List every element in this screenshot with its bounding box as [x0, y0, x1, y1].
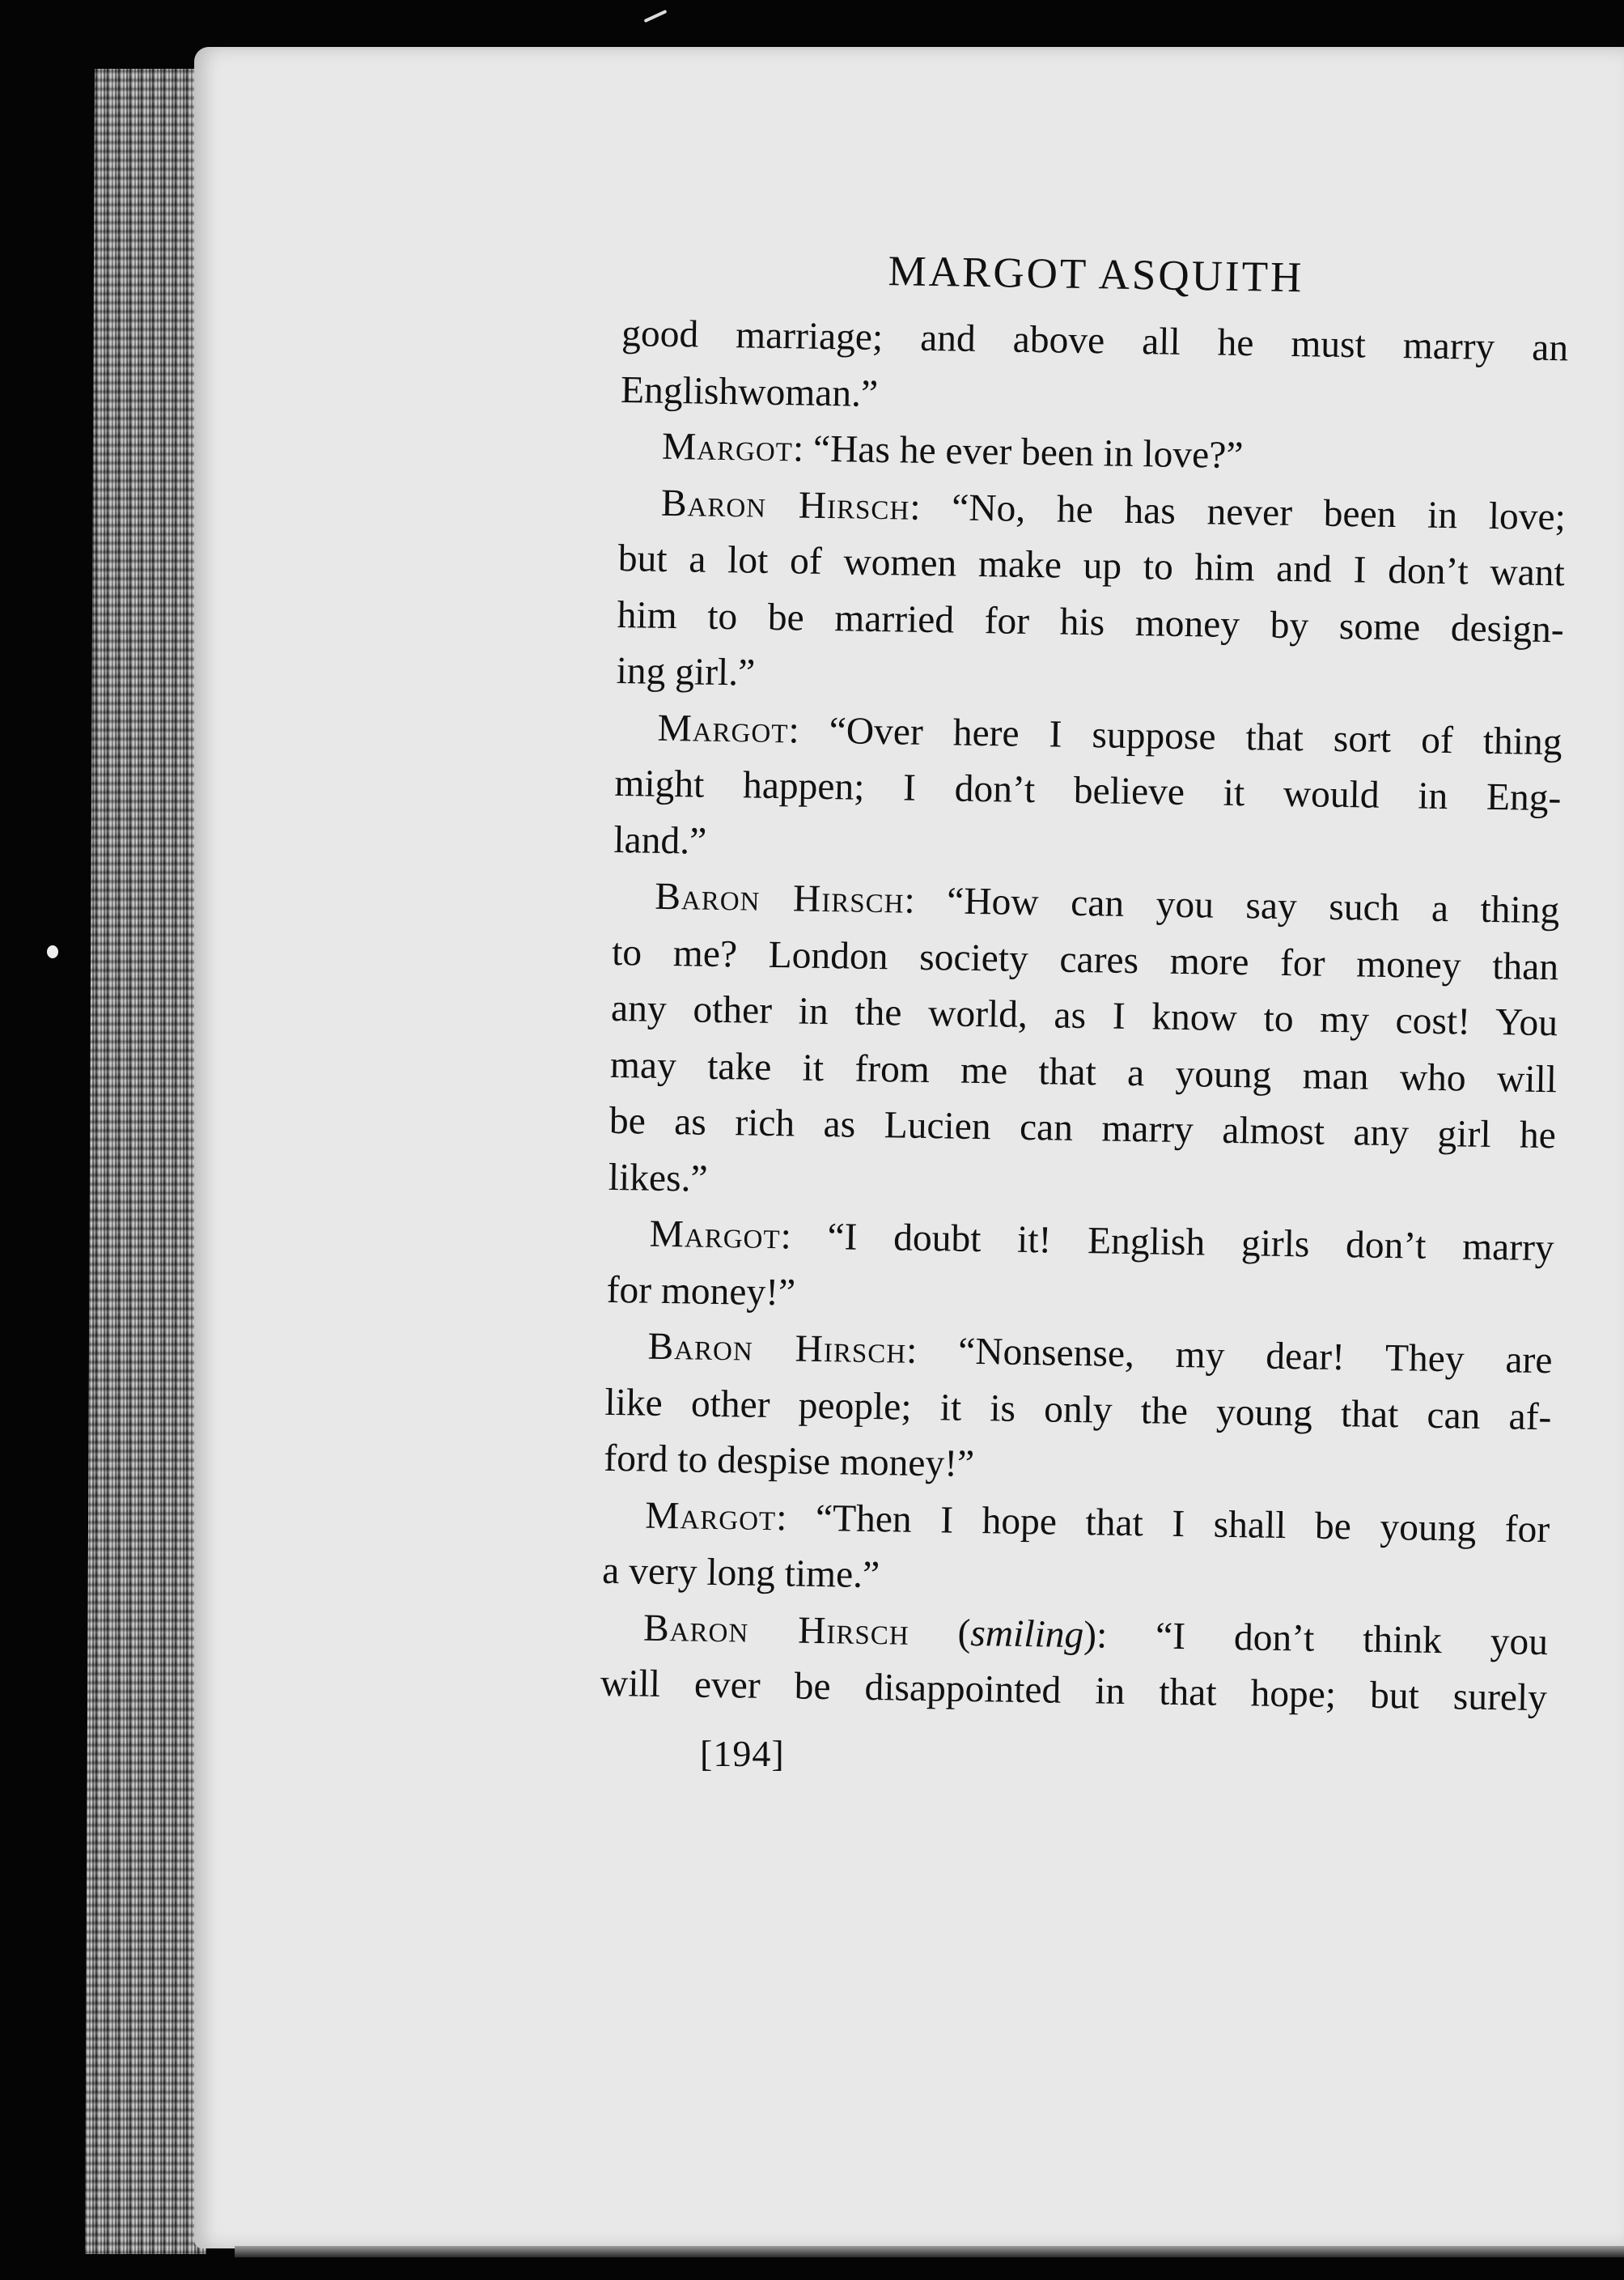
- line-text: : “Over here I suppose that sort of thing: [788, 708, 1563, 763]
- line-text: : “How can you say such a thing: [904, 879, 1560, 932]
- body-text: [600, 306, 1568, 1727]
- speaker-name: Baron Hirsch: [660, 482, 910, 529]
- line-text: a very long time.”: [601, 1549, 880, 1597]
- speaker-name: Margot: [661, 425, 794, 470]
- line-text: to me? London society cares more for money than: [611, 931, 1559, 988]
- line-text: might happen; I don’t believe it would in Eng-: [614, 762, 1562, 820]
- line-text: ): “I don’t think you: [1083, 1613, 1549, 1663]
- page-bottom-edge: [235, 2246, 1624, 2257]
- line-text: for money!”: [606, 1268, 796, 1314]
- line-text: : “Nonsense, my dear! They are: [905, 1329, 1553, 1382]
- line-text: be as rich as Lucien can marry almost any girl he: [608, 1099, 1557, 1157]
- dust-speck: [644, 10, 668, 23]
- line-text: : “Has he ever been in love?”: [792, 427, 1244, 478]
- text-block: [600, 243, 1569, 1727]
- line-text: : “Then I hope that I shall be young for: [775, 1496, 1550, 1551]
- running-head: MARGOT ASQUITH: [888, 248, 1304, 302]
- line-text: (: [909, 1611, 971, 1654]
- line-text: : “No, he has never been in love;: [909, 486, 1567, 538]
- line-text: will ever be disappointed in that hope; but surely: [600, 1662, 1548, 1720]
- page-number: [194]: [700, 1733, 785, 1774]
- line-text: but a lot of women make up to him and I don’t want: [617, 537, 1566, 595]
- speaker-name: Baron Hirsch: [642, 1607, 910, 1654]
- line-text: land.”: [613, 818, 707, 863]
- line-text: likes.”: [608, 1156, 708, 1200]
- stage-direction: smiling: [969, 1611, 1084, 1656]
- line-text: like other people; it is only the young that can af-: [604, 1381, 1552, 1438]
- line-text: good marriage; and above all he must marry an: [621, 312, 1569, 370]
- line-text: ing girl.”: [616, 649, 756, 694]
- speaker-name: Margot: [649, 1212, 782, 1258]
- speaker-name: Margot: [644, 1494, 777, 1539]
- line-text: may take it from me that a young man who will: [609, 1043, 1558, 1101]
- line-text: him to be married for his money by some design-: [617, 593, 1565, 651]
- speaker-name: Baron Hirsch: [647, 1325, 907, 1372]
- line-text: Englishwoman.”: [620, 368, 879, 415]
- line-text: : “I doubt it! English girls don’t marry: [780, 1215, 1555, 1270]
- dust-speck: [47, 945, 58, 958]
- line-text: any other in the world, as I know to my cost! You: [610, 987, 1558, 1045]
- page-edges: [85, 69, 206, 2254]
- speaker-name: Baron Hirsch: [654, 875, 905, 922]
- speaker-name: Margot: [657, 707, 789, 751]
- line-text: ford to despise money!”: [603, 1437, 975, 1486]
